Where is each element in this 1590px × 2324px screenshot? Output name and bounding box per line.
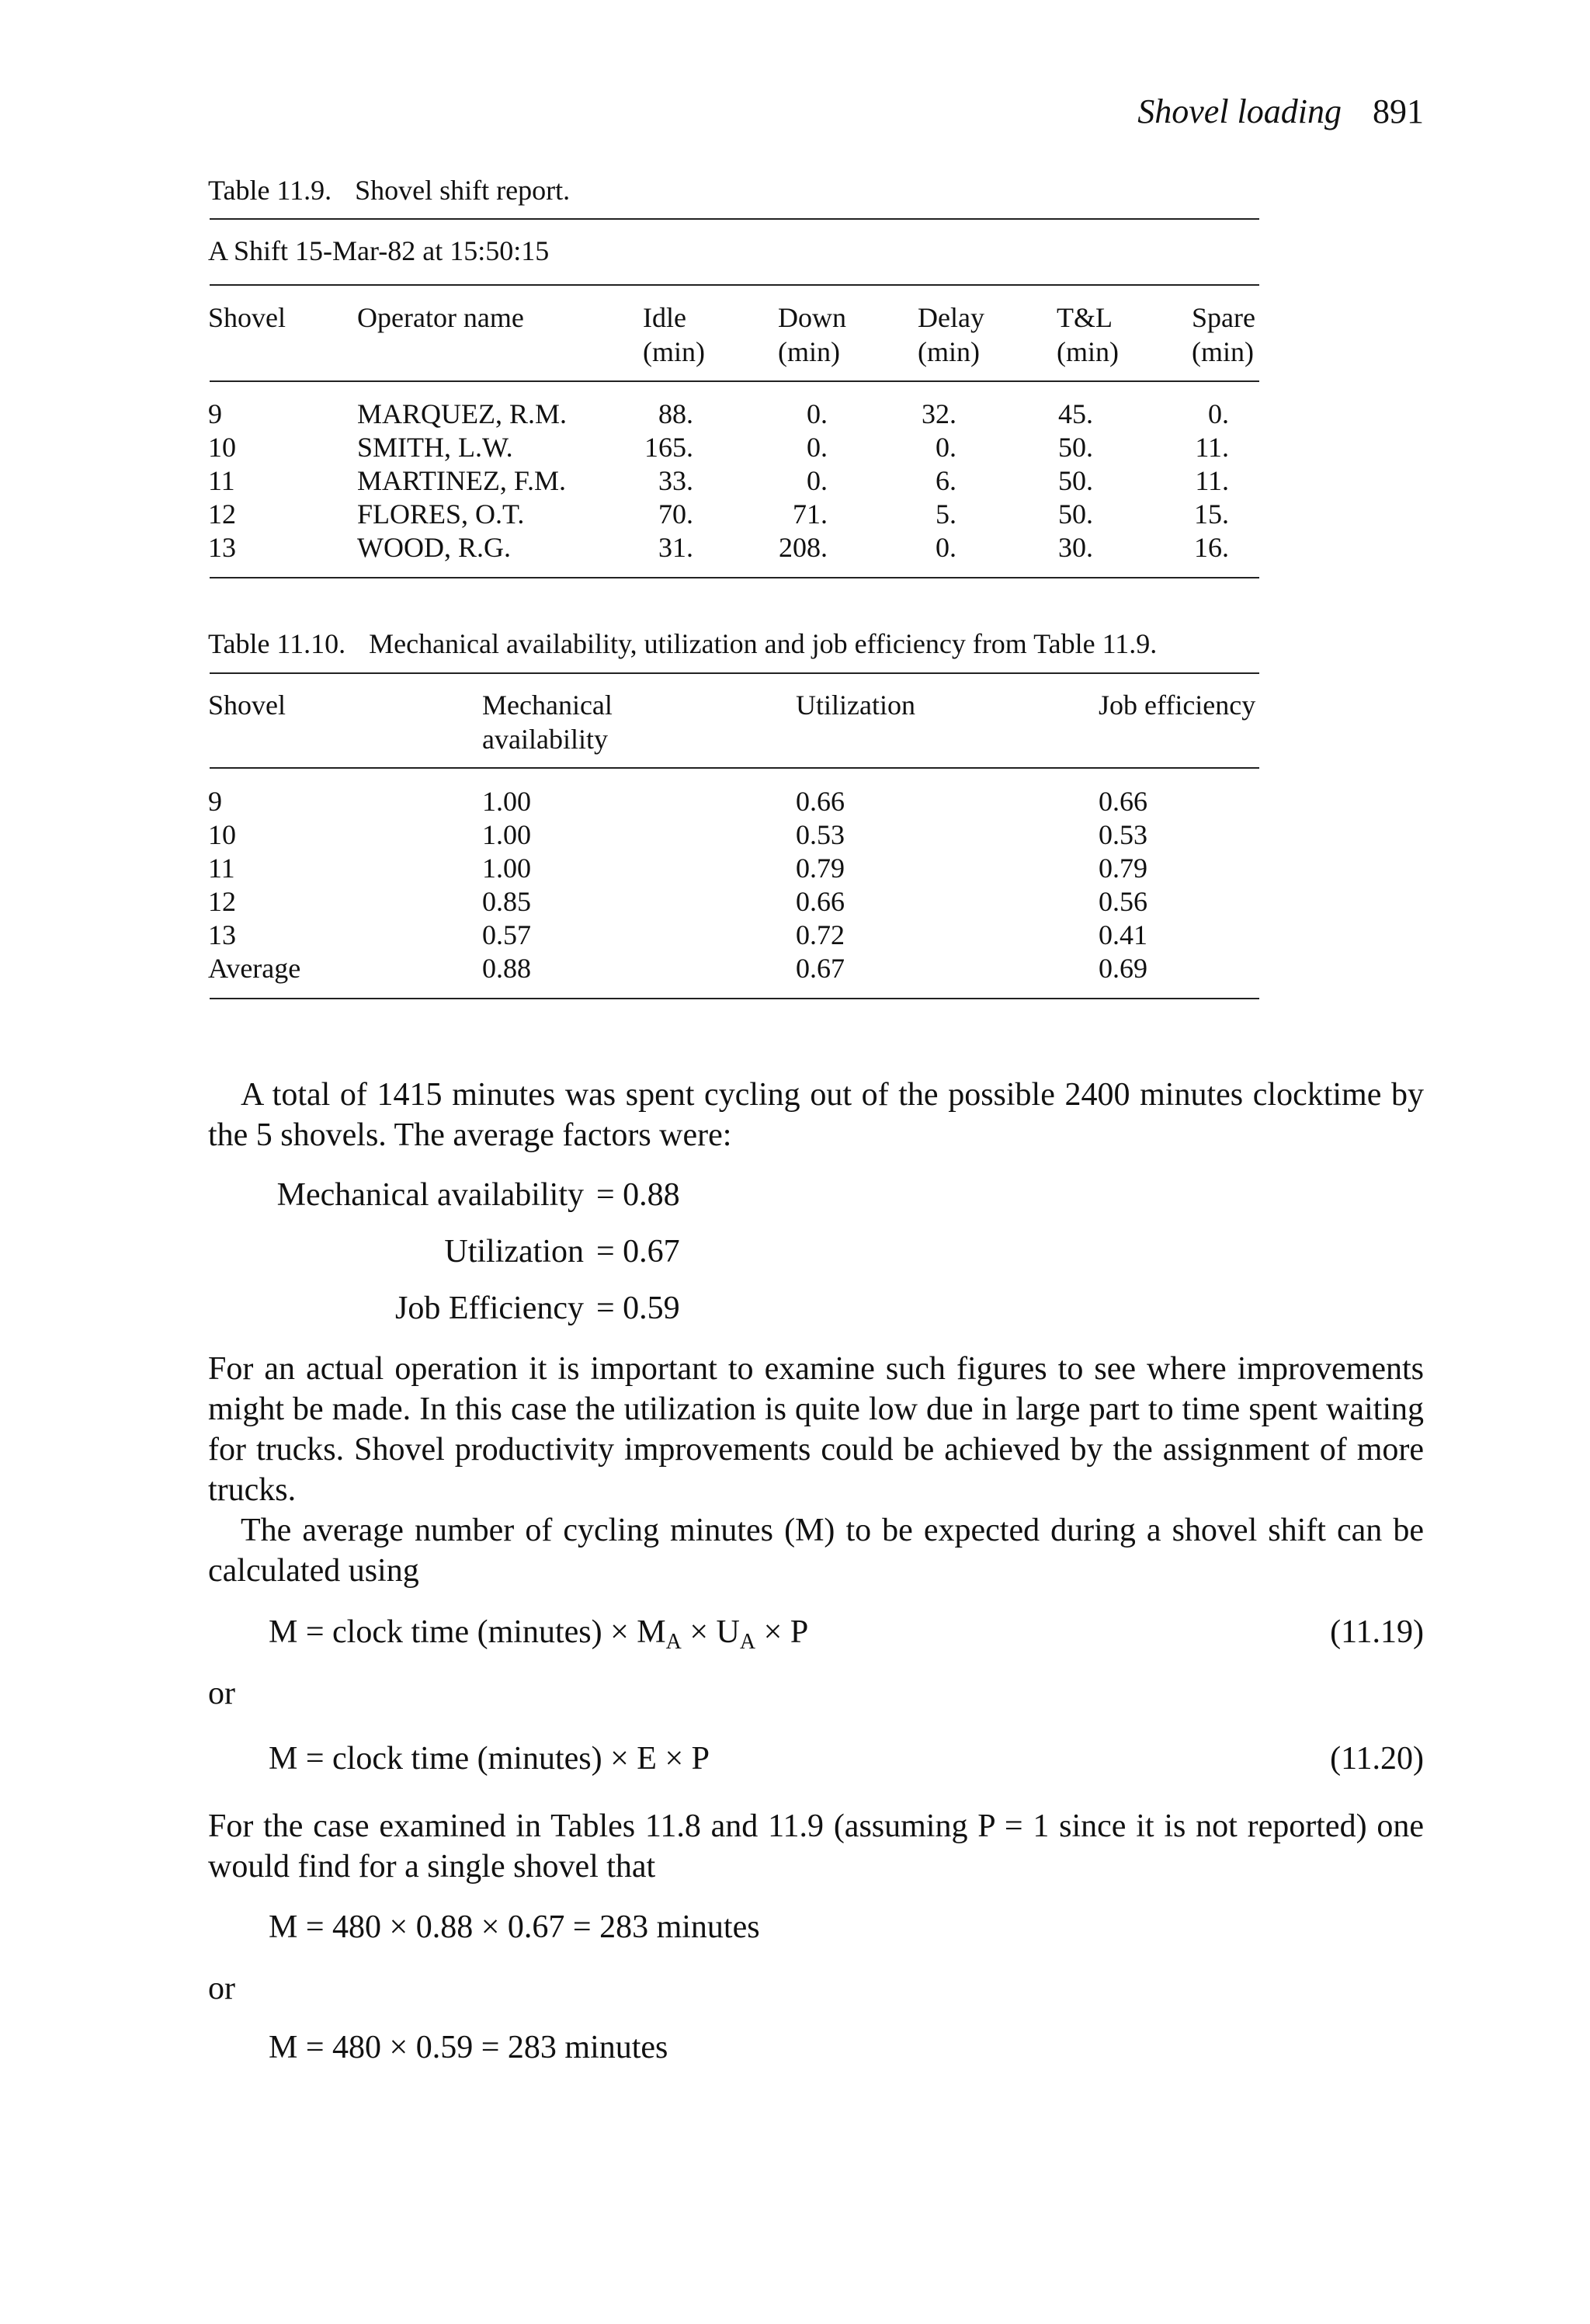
table1-cell: 45.: [1058, 398, 1093, 429]
table1-cell: 12: [208, 498, 236, 530]
table1-cell: 32.: [922, 398, 956, 429]
or-text: or: [208, 1676, 235, 1711]
table2-cell: 0.69: [1099, 953, 1147, 984]
table2-cell: 12: [208, 886, 236, 917]
table1-cell: MARTINEZ, F.M.: [357, 465, 566, 496]
equation-part: M = clock time (minutes) × M: [269, 1614, 666, 1650]
table2-header-rule: [210, 767, 1259, 769]
table1-shift-rule: [210, 284, 1259, 286]
table1-top-rule: [210, 218, 1259, 220]
equation-example-1: M = 480 × 0.88 × 0.67 = 283 minutes: [269, 1909, 760, 1945]
table1-cell: WOOD, R.G.: [357, 532, 511, 563]
table1-caption-text: Shovel shift report.: [355, 175, 571, 206]
table1-cell: 0.: [807, 398, 828, 429]
equation-subscript: A: [739, 1630, 756, 1654]
table1-label: Table 11.9.: [208, 175, 332, 206]
table1-cell: 208.: [779, 532, 828, 563]
running-title: Shovel loading: [1137, 92, 1342, 130]
table1-header-rule: [210, 380, 1259, 382]
table1-col-down: Down: [778, 302, 846, 333]
table2-cell: 0.67: [796, 953, 845, 984]
equation-subscript: A: [665, 1630, 682, 1654]
table1-cell: 6.: [936, 465, 956, 496]
table1-col-tl-unit: (min): [1057, 336, 1119, 367]
table1-caption: [208, 174, 570, 207]
table2-col-util: Utilization: [796, 690, 915, 721]
table1-col-delay: Delay: [918, 302, 984, 333]
table2-cell: 0.72: [796, 919, 845, 950]
table1-cell: 0.: [807, 432, 828, 463]
table1-cell: 0.: [936, 532, 956, 563]
table1-shift-line: A Shift 15-Mar-82 at 15:50:15: [208, 235, 550, 266]
equation-number: (11.19): [1330, 1614, 1424, 1650]
table2-cell: 0.66: [1099, 786, 1147, 817]
table1-cell: SMITH, L.W.: [357, 432, 513, 463]
factor-label: Mechanical availability: [276, 1177, 584, 1213]
table2-cell: 0.88: [482, 953, 531, 984]
table2-cell: 0.41: [1099, 919, 1147, 950]
table1-cell: 70.: [658, 498, 693, 530]
table2-cell: 0.57: [482, 919, 531, 950]
table2-cell: 9: [208, 786, 222, 817]
table1-cell: 0.: [936, 432, 956, 463]
table2-cell: 11: [208, 853, 235, 884]
table1-bottom-rule: [210, 577, 1259, 578]
paragraph: For the case examined in Tables 11.8 and 11.9 (assuming P = 1 since it is not reported) one would find for a single shovel that: [208, 1808, 1424, 1885]
table1-cell: 10: [208, 432, 236, 463]
table1-cell: 0.: [807, 465, 828, 496]
table1-col-idle-unit: (min): [643, 336, 705, 367]
table1-col-spare: Spare: [1192, 302, 1255, 333]
factor-label: Utilization: [444, 1234, 584, 1270]
equation-part: × U: [681, 1614, 740, 1650]
table2-cell: 0.66: [796, 786, 845, 817]
table1-cell: 50.: [1058, 498, 1093, 530]
table1-cell: 11.: [1195, 465, 1229, 496]
table1-cell: 16.: [1194, 532, 1229, 563]
table1-cell: 11.: [1195, 432, 1229, 463]
table1-cell: 9: [208, 398, 222, 429]
table1-col-delay-unit: (min): [918, 336, 980, 367]
factor-label: Job Efficiency: [395, 1291, 584, 1326]
equation-number: (11.20): [1330, 1741, 1424, 1777]
table2-cell: 0.56: [1099, 886, 1147, 917]
table1-cell: 71.: [793, 498, 828, 530]
table1-cell: 33.: [658, 465, 693, 496]
table2-cell: 0.85: [482, 886, 531, 917]
table2-cell: 0.66: [796, 886, 845, 917]
table2-caption-text: Mechanical availability, utilization and job efficiency from Table 11.9.: [369, 628, 1158, 659]
table2-cell: 13: [208, 919, 236, 950]
table2-cell: 1.00: [482, 819, 531, 850]
paragraph: The average number of cycling minutes (M) to be expected during a shovel shift can be calculated using: [208, 1513, 1424, 1589]
table2-label: Table 11.10.: [208, 628, 346, 659]
table1-col-idle: Idle: [643, 302, 686, 333]
table1-cell: 88.: [658, 398, 693, 429]
table1-col-spare-unit: (min): [1192, 336, 1254, 367]
equation-11-20: M = clock time (minutes) × E × P: [269, 1741, 710, 1777]
table2-caption: [208, 627, 1157, 660]
table1-col-tl: T&L: [1057, 302, 1113, 333]
table1-cell: MARQUEZ, R.M.: [357, 398, 568, 429]
table1-cell: FLORES, O.T.: [357, 498, 525, 530]
table1-cell: 30.: [1058, 532, 1093, 563]
table2-cell: 0.79: [1099, 853, 1147, 884]
table1-cell: 15.: [1194, 498, 1229, 530]
table1-cell: 50.: [1058, 465, 1093, 496]
table2-col-job: Job efficiency: [1099, 690, 1256, 721]
table1-col-operator: Operator name: [357, 302, 524, 333]
equation-example-2: M = 480 × 0.59 = 283 minutes: [269, 2030, 668, 2065]
table2-cell: 0.53: [796, 819, 845, 850]
paragraph: A total of 1415 minutes was spent cycling out of the possible 2400 minutes clocktime by the 5 shovels. The average factors were:: [208, 1077, 1424, 1153]
table1-cell: 13: [208, 532, 236, 563]
table2-bottom-rule: [210, 998, 1259, 999]
or-text: or: [208, 1971, 235, 2006]
table2-cell: 0.79: [796, 853, 845, 884]
table2-col-mech: Mechanical: [482, 690, 613, 721]
table1-cell: 31.: [658, 532, 693, 563]
table2-cell: 1.00: [482, 786, 531, 817]
table2-cell: 0.53: [1099, 819, 1147, 850]
factor-value: = 0.67: [596, 1234, 680, 1270]
equation-part: × P: [755, 1614, 809, 1650]
paragraph: For an actual operation it is important to examine such figures to see where improvements might be made. In this case the utilization is quite low due in large part to time spent waiting for trucks. Shovel productivity improvements could be achieved by the assignment of more trucks.: [208, 1351, 1424, 1508]
table2-cell: 10: [208, 819, 236, 850]
table1-cell: 50.: [1058, 432, 1093, 463]
table2-col-shovel: Shovel: [208, 690, 286, 721]
table1-col-down-unit: (min): [778, 336, 840, 367]
factor-value: = 0.88: [596, 1177, 680, 1213]
table1-cell: 11: [208, 465, 235, 496]
table1-cell: 5.: [936, 498, 956, 530]
table2-top-rule: [210, 672, 1259, 674]
table2-cell: 1.00: [482, 853, 531, 884]
table2-cell: Average: [208, 953, 301, 984]
page-number: 891: [1373, 92, 1424, 130]
table2-col-mech-2: availability: [482, 724, 608, 755]
table1-col-shovel: Shovel: [208, 302, 286, 333]
factor-value: = 0.59: [596, 1291, 680, 1326]
table1-cell: 165.: [644, 432, 693, 463]
table1-cell: 0.: [1208, 398, 1229, 429]
running-header: [1137, 92, 1424, 131]
equation-11-19: [269, 1612, 808, 1652]
